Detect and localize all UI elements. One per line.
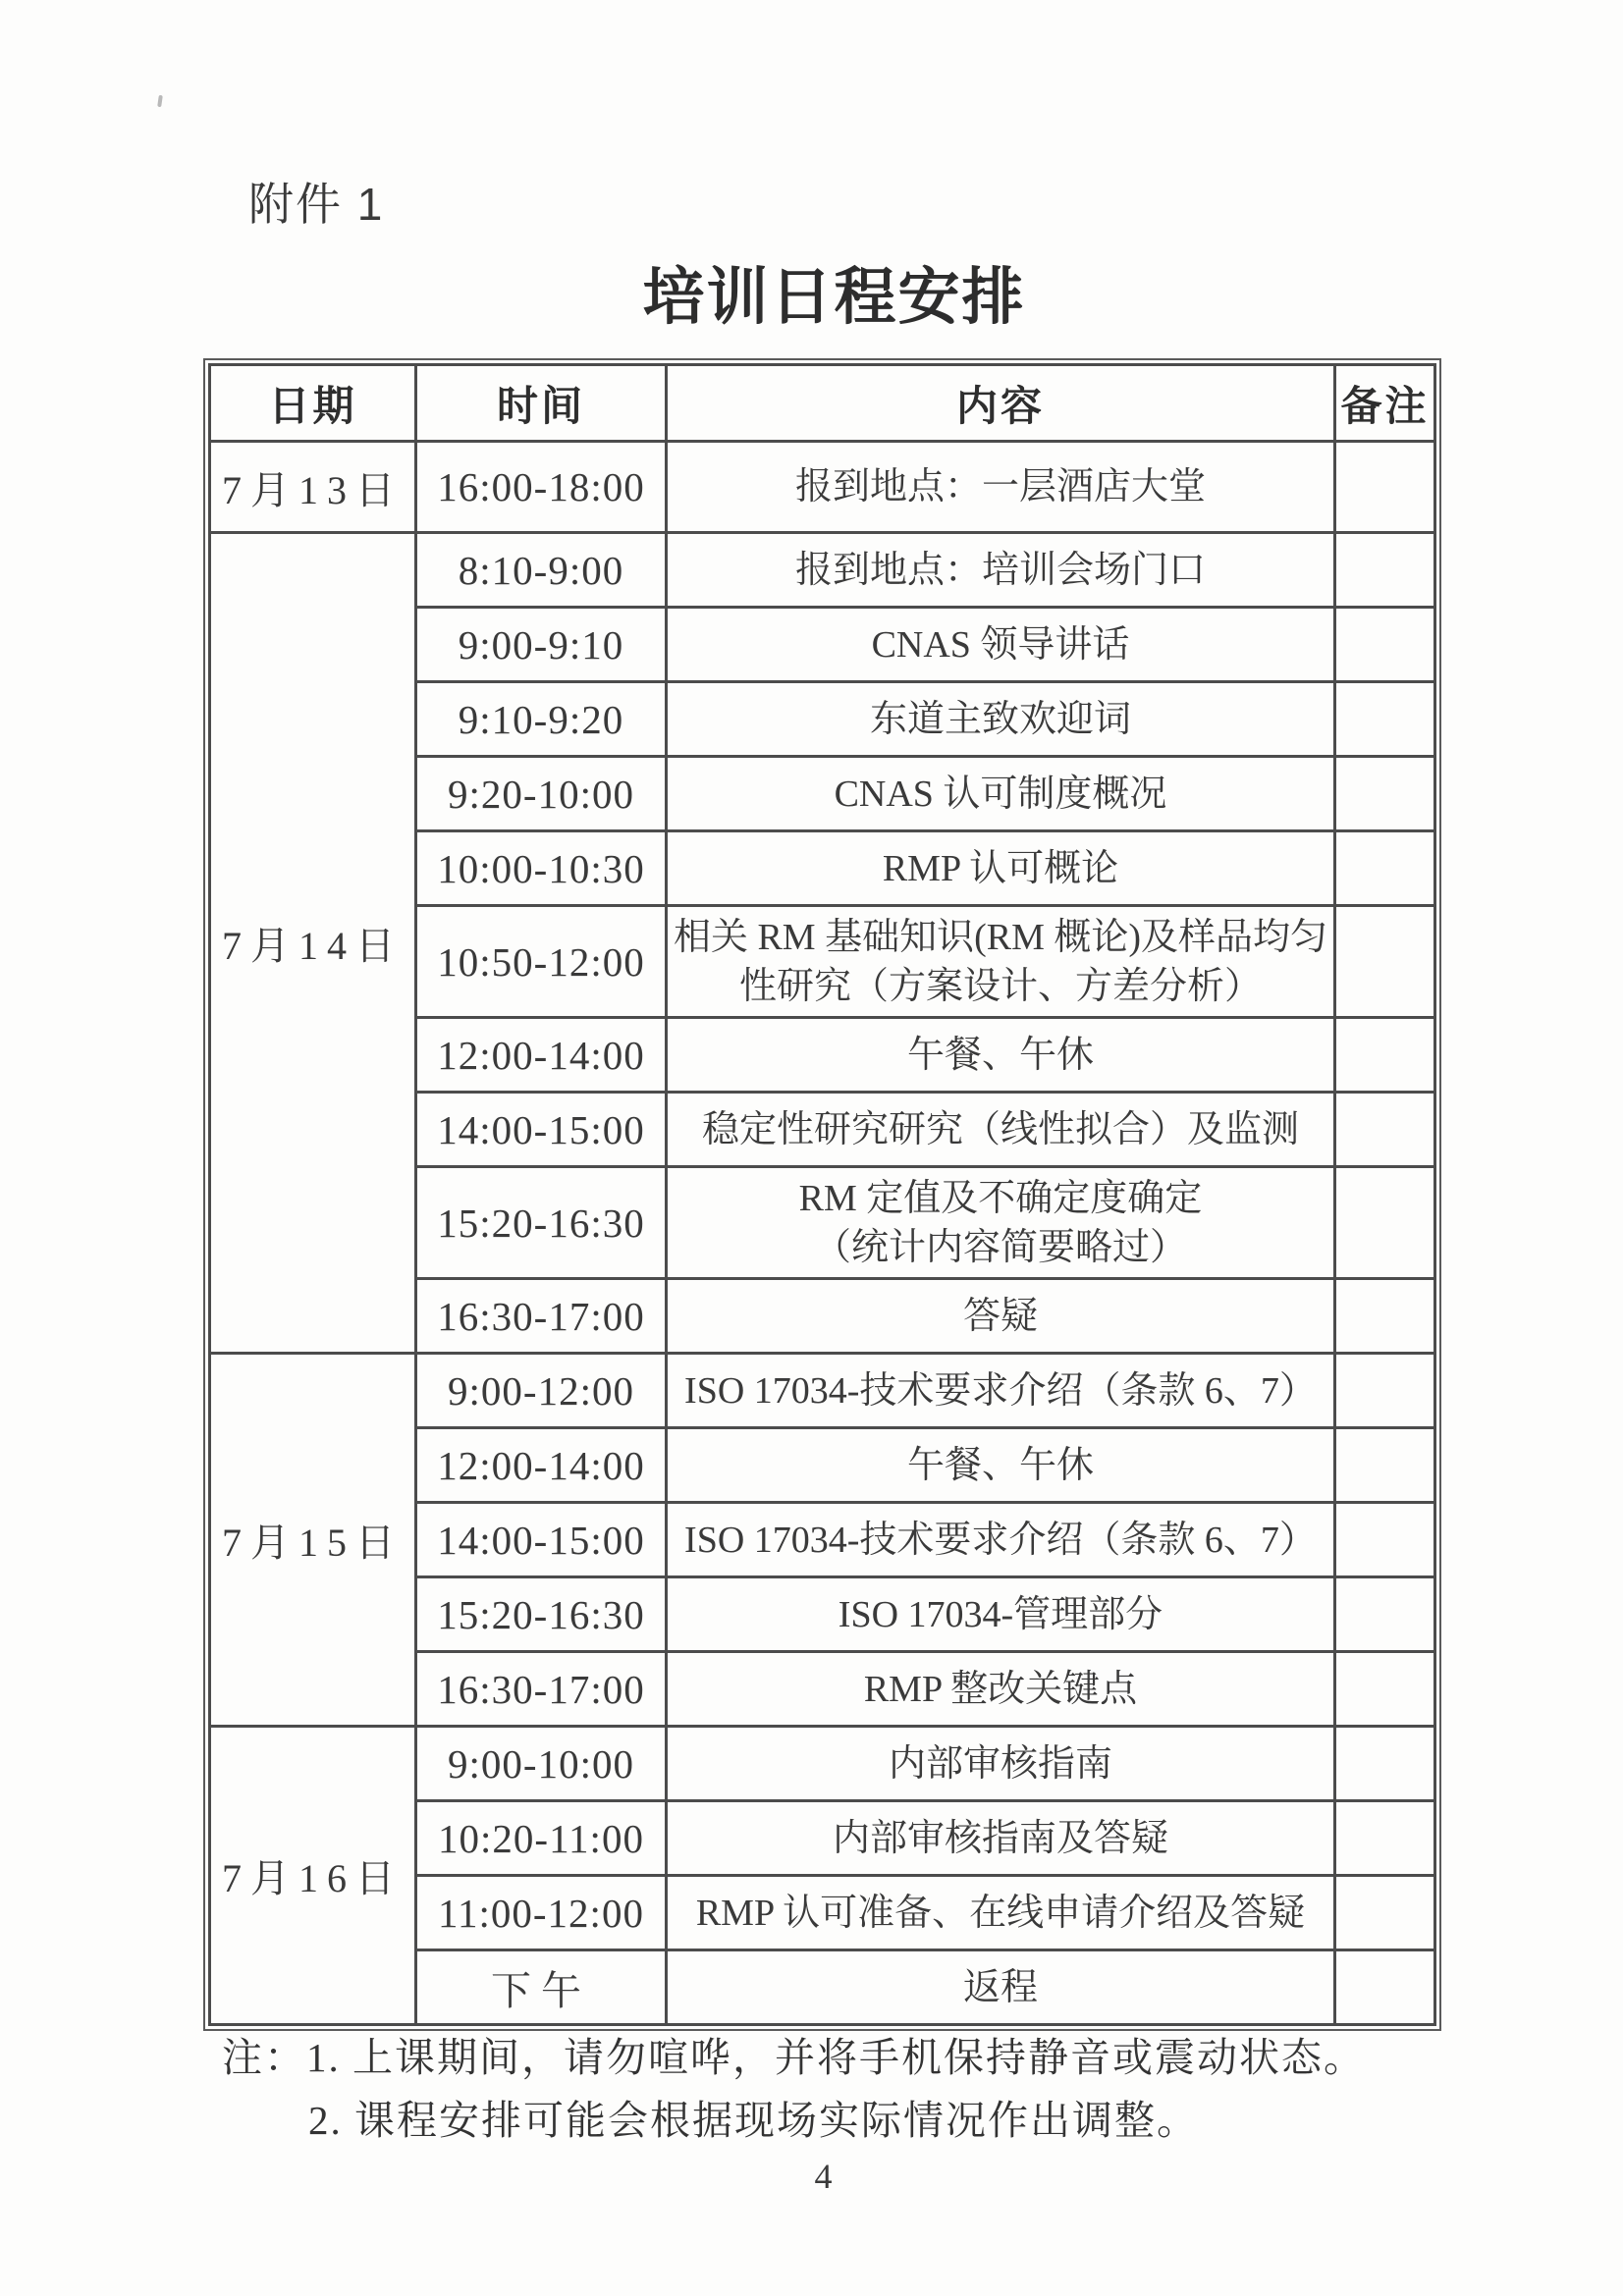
scan-artifact-mark — [157, 95, 163, 107]
time-cell: 9:10-9:20 — [416, 682, 667, 757]
schedule-table — [208, 363, 1436, 2026]
content-cell — [667, 1503, 1335, 1577]
remark-cell — [1335, 1727, 1435, 1801]
date-cell: 7月13日 — [210, 442, 416, 533]
content-line: 答疑 — [962, 1295, 1038, 1337]
time-cell: 9:00-9:10 — [416, 608, 667, 682]
content-line: CNAS 认可制度概况 — [834, 773, 1167, 815]
content-cell — [667, 1354, 1335, 1428]
remark-cell — [1335, 1428, 1435, 1503]
remark-cell — [1335, 1093, 1435, 1167]
content-line: 相关 RM 基础知识(RM 概论)及样品均匀 — [673, 916, 1328, 958]
remark-cell — [1335, 906, 1435, 1018]
content-line: RMP 认可概论 — [882, 847, 1119, 889]
table-header-row — [210, 365, 1435, 442]
page-number: 4 — [814, 2157, 833, 2196]
content-cell — [667, 1018, 1335, 1093]
time-cell: 9:20-10:00 — [416, 757, 667, 831]
time-cell: 15:20-16:30 — [416, 1167, 667, 1279]
remark-cell — [1335, 682, 1435, 757]
content-line: ISO 17034-技术要求介绍（条款 6、7） — [684, 1369, 1317, 1412]
content-line: RMP 整改关键点 — [863, 1668, 1138, 1710]
footnotes — [222, 2026, 1366, 2152]
content-line: （统计内容简要略过） — [813, 1226, 1187, 1268]
content-line: ISO 17034-技术要求介绍（条款 6、7） — [684, 1519, 1317, 1561]
remark-cell — [1335, 1876, 1435, 1950]
schedule-table-frame — [203, 358, 1441, 2031]
remark-cell — [1335, 1354, 1435, 1428]
content-cell — [667, 1428, 1335, 1503]
content-line: RM 定值及不确定度确定 — [798, 1177, 1203, 1219]
content-line: 午餐、午休 — [906, 1444, 1094, 1486]
date-cell: 7月15日 — [210, 1354, 416, 1727]
remark-cell — [1335, 1801, 1435, 1876]
table-row — [210, 533, 1435, 608]
time-cell: 16:30-17:00 — [416, 1652, 667, 1727]
remark-cell — [1335, 1652, 1435, 1727]
content-line: 稳定性研究研究（线性拟合）及监测 — [701, 1108, 1299, 1150]
column-header-time: 时间 — [416, 365, 667, 442]
table-row — [210, 1354, 1435, 1428]
note-line-1: 注：1. 上课期间，请勿喧哗，并将手机保持静音或震动状态。 — [222, 2035, 1366, 2080]
time-cell: 9:00-10:00 — [416, 1727, 667, 1801]
remark-cell — [1335, 1950, 1435, 2025]
remark-cell — [1335, 1279, 1435, 1354]
content-line: 报到地点：一层酒店大堂 — [794, 466, 1206, 507]
content-line: 内部审核指南 — [888, 1742, 1112, 1785]
content-line: 返程 — [962, 1966, 1038, 2008]
content-cell — [667, 1279, 1335, 1354]
content-cell — [667, 1801, 1335, 1876]
column-header-content: 内容 — [667, 365, 1335, 442]
note-line-2: 2. 课程安排可能会根据现场实际情况作出调整。 — [308, 2098, 1199, 2143]
content-cell — [667, 682, 1335, 757]
content-line: 性研究（方案设计、方差分析） — [738, 965, 1262, 1007]
content-cell — [667, 831, 1335, 906]
time-cell: 8:10-9:00 — [416, 533, 667, 608]
column-header-remark: 备注 — [1335, 365, 1435, 442]
content-cell — [667, 1167, 1335, 1279]
content-cell — [667, 442, 1335, 533]
attachment-label: 附件 1 — [248, 179, 385, 230]
time-cell: 11:00-12:00 — [416, 1876, 667, 1950]
date-cell: 7月16日 — [210, 1727, 416, 2025]
content-line: RMP 认可准备、在线申请介绍及答疑 — [695, 1892, 1306, 1934]
content-cell — [667, 1093, 1335, 1167]
content-line: ISO 17034-管理部分 — [838, 1593, 1163, 1635]
time-cell: 12:00-14:00 — [416, 1428, 667, 1503]
time-text: 下午 — [491, 1968, 591, 2013]
time-cell: 9:00-12:00 — [416, 1354, 667, 1428]
content-cell — [667, 1652, 1335, 1727]
time-cell: 14:00-15:00 — [416, 1503, 667, 1577]
time-cell: 16:30-17:00 — [416, 1279, 667, 1354]
content-cell — [667, 1876, 1335, 1950]
content-cell — [667, 906, 1335, 1018]
time-cell: 10:00-10:30 — [416, 831, 667, 906]
time-cell: 10:50-12:00 — [416, 906, 667, 1018]
remark-cell — [1335, 533, 1435, 608]
remark-cell — [1335, 1503, 1435, 1577]
content-line: 午餐、午休 — [906, 1034, 1094, 1076]
time-cell: 15:20-16:30 — [416, 1577, 667, 1652]
time-cell: 12:00-14:00 — [416, 1018, 667, 1093]
remark-cell — [1335, 1577, 1435, 1652]
date-cell: 7月14日 — [210, 533, 416, 1354]
content-cell — [667, 1950, 1335, 2025]
page-title: 培训日程安排 — [642, 263, 1026, 332]
content-cell — [667, 1577, 1335, 1652]
content-line: 内部审核指南及答疑 — [832, 1817, 1168, 1859]
time-cell: 10:20-11:00 — [416, 1801, 667, 1876]
remark-cell — [1335, 1018, 1435, 1093]
remark-cell — [1335, 831, 1435, 906]
content-cell — [667, 533, 1335, 608]
time-cell: 16:00-18:00 — [416, 442, 667, 533]
content-line: 报到地点：培训会场门口 — [794, 549, 1206, 591]
remark-cell — [1335, 1167, 1435, 1279]
table-row — [210, 442, 1435, 533]
content-cell — [667, 1727, 1335, 1801]
time-cell: 14:00-15:00 — [416, 1093, 667, 1167]
content-line: 东道主致欢迎词 — [869, 698, 1131, 740]
content-line: CNAS 领导讲话 — [871, 623, 1130, 666]
time-cell — [416, 1950, 667, 2025]
remark-cell — [1335, 608, 1435, 682]
content-cell — [667, 757, 1335, 831]
content-cell — [667, 608, 1335, 682]
column-header-date: 日期 — [210, 365, 416, 442]
remark-cell — [1335, 757, 1435, 831]
table-row — [210, 1727, 1435, 1801]
remark-cell — [1335, 442, 1435, 533]
